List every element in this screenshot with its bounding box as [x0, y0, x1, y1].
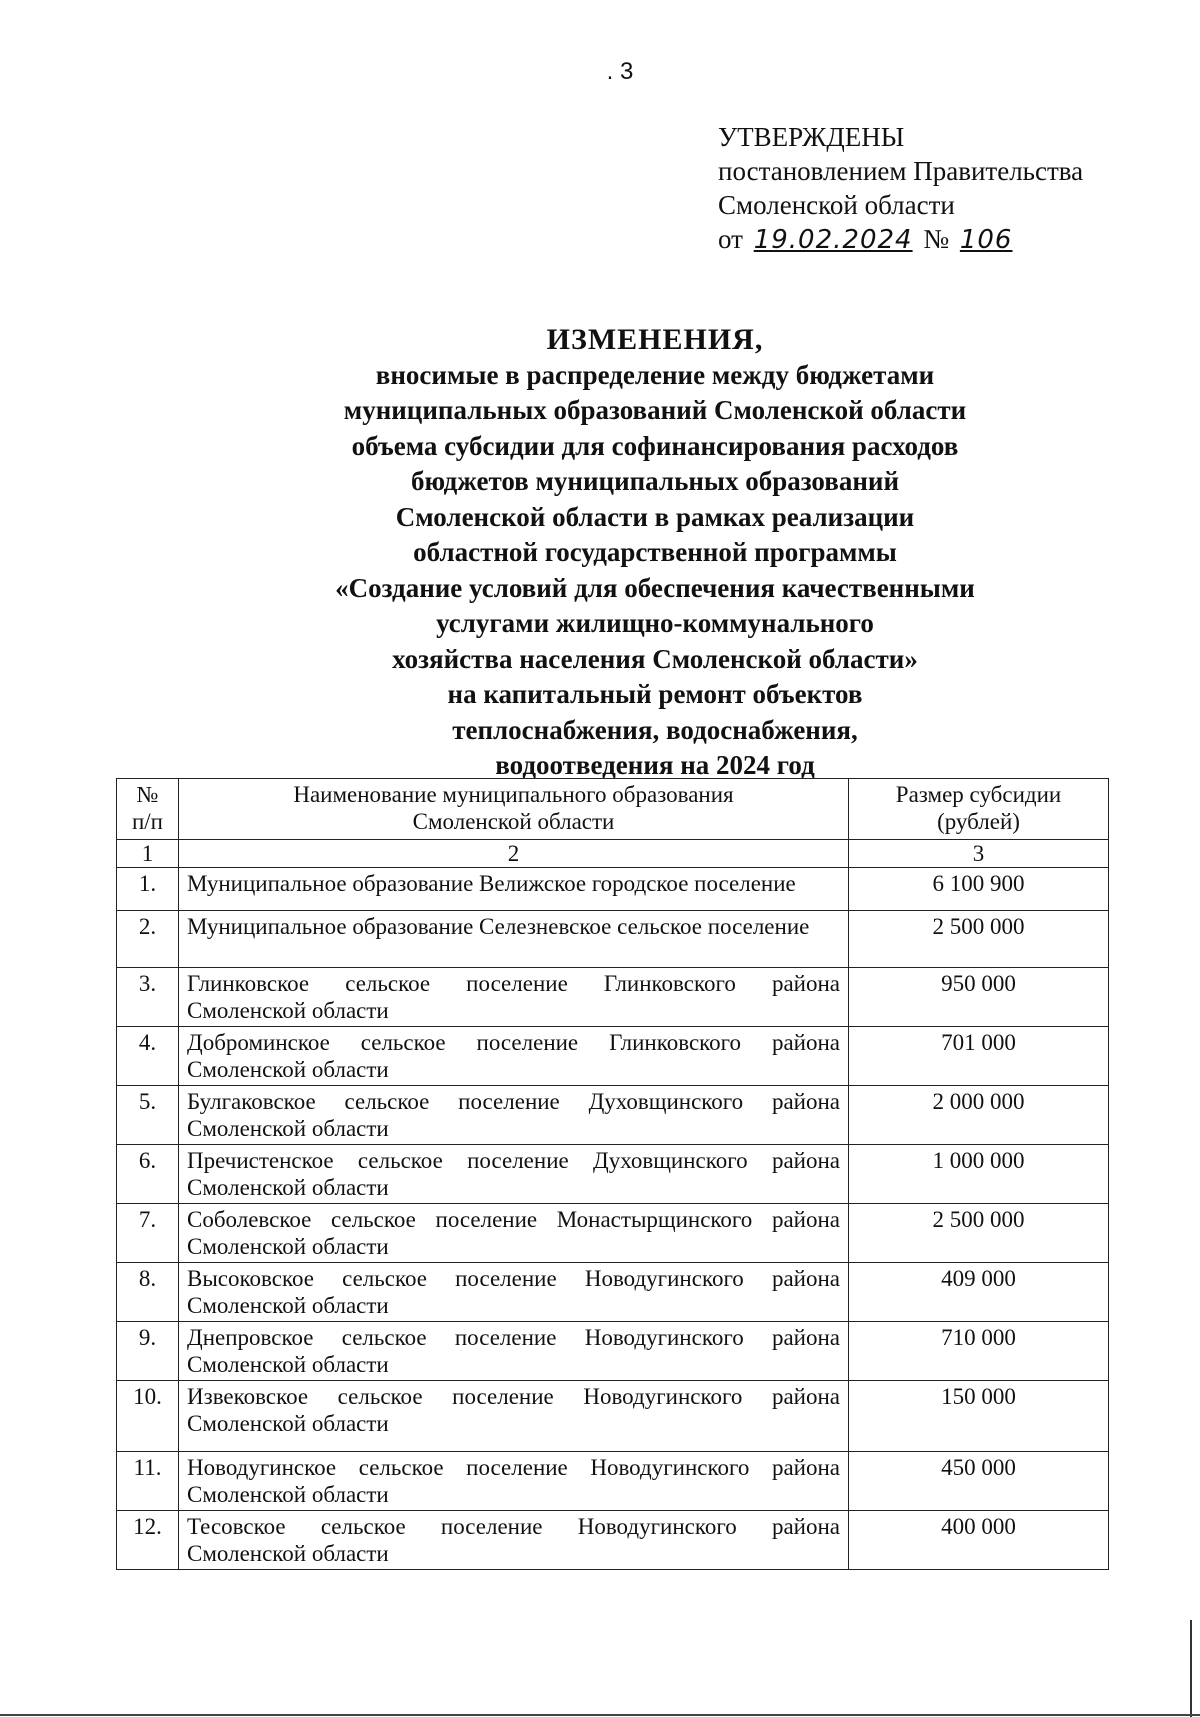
index-cell: 2: [179, 840, 849, 868]
table-row: [117, 1204, 1109, 1263]
row-number: 1.: [117, 868, 179, 911]
row-name: Тесовское сельское поселение Новодугинского района Смоленской области: [179, 1511, 849, 1570]
row-amount: 710 000: [849, 1322, 1109, 1381]
row-name: Булгаковское сельское поселение Духовщинского района Смоленской области: [179, 1086, 849, 1145]
approval-line-1: постановлением Правительства: [718, 156, 1084, 186]
subsidy-table: [116, 778, 1109, 1570]
title-line: муниципальных образований Смоленской области: [343, 395, 967, 425]
table-row: [117, 911, 1109, 968]
row-number: 7.: [117, 1204, 179, 1263]
header-name-line-1: Наименование муниципального образования: [293, 782, 734, 807]
row-amount: 2 000 000: [849, 1086, 1109, 1145]
header-amount: [849, 779, 1109, 840]
row-amount: 150 000: [849, 1381, 1109, 1452]
table-row: [117, 1086, 1109, 1145]
scan-bottom-line: [0, 1714, 1200, 1716]
row-name: Извековское сельское поселение Новодугинского района Смоленской области: [179, 1381, 849, 1452]
row-name: Доброминское сельское поселение Глинковского района Смоленской области: [179, 1027, 849, 1086]
row-amount: 2 500 000: [849, 911, 1109, 968]
handwritten-number: 106: [959, 225, 1013, 255]
title-line: водоотведения на 2024 год: [495, 750, 815, 780]
table-row: [117, 1263, 1109, 1322]
title-line: теплоснабжения, водоснабжения,: [452, 714, 858, 745]
index-cell: 1: [117, 840, 179, 868]
table-row: [117, 968, 1109, 1027]
date-prefix: от: [718, 224, 743, 254]
title-line: «Создание условий для обеспечения качественными: [335, 572, 975, 603]
title-line: на капитальный ремонт объектов: [447, 679, 863, 709]
row-number: 8.: [117, 1263, 179, 1322]
header-number-line-2: п/п: [131, 809, 163, 834]
row-number: 5.: [117, 1086, 179, 1145]
table-row: [117, 1027, 1109, 1086]
row-number: 9.: [117, 1322, 179, 1381]
row-number: 4.: [117, 1027, 179, 1086]
title-main: ИЗМЕНЕНИЯ,: [546, 323, 764, 356]
row-number: 6.: [117, 1145, 179, 1204]
approval-date-line: [718, 222, 1083, 257]
title-line: услугами жилищно-коммунального: [436, 608, 874, 638]
table-row: [117, 1145, 1109, 1204]
document-title: [200, 322, 1110, 784]
row-name: Высоковское сельское поселение Новодугинского района Смоленской области: [179, 1263, 849, 1322]
table-row: [117, 1511, 1109, 1570]
header-number: [117, 779, 179, 840]
row-amount: 409 000: [849, 1263, 1109, 1322]
row-amount: 1 000 000: [849, 1145, 1109, 1204]
title-line: хозяйства населения Смоленской области»: [392, 643, 918, 674]
approval-block: [718, 120, 1083, 257]
title-line: областной государственной программы: [413, 537, 897, 567]
page-number: . 3: [606, 58, 634, 85]
table-row: [117, 1322, 1109, 1381]
header-name: [179, 779, 849, 840]
header-number-line-1: №: [136, 782, 159, 807]
row-name: Новодугинское сельское поселение Новодугинского района Смоленской области: [179, 1452, 849, 1511]
row-number: 11.: [117, 1452, 179, 1511]
row-name: Соболевское сельское поселение Монастырщинского района Смоленской области: [179, 1204, 849, 1263]
header-amount-line-2: (рублей): [937, 809, 1020, 834]
title-line: вносимые в распределение между бюджетами: [375, 359, 935, 390]
row-number: 10.: [117, 1381, 179, 1452]
title-line: бюджетов муниципальных образований: [410, 466, 900, 496]
index-cell: 3: [849, 840, 1109, 868]
table-header-row: [117, 779, 1109, 840]
row-amount: 950 000: [849, 968, 1109, 1027]
row-number: 2.: [117, 911, 179, 968]
row-amount: 2 500 000: [849, 1204, 1109, 1263]
row-number: 3.: [117, 968, 179, 1027]
row-amount: 701 000: [849, 1027, 1109, 1086]
table-row: [117, 868, 1109, 911]
row-name: Пречистенское сельское поселение Духовщинского района Смоленской области: [179, 1145, 849, 1204]
title-line: Смоленской области в рамках реализации: [395, 501, 915, 532]
row-amount: 6 100 900: [849, 868, 1109, 911]
row-number: 12.: [117, 1511, 179, 1570]
row-name: Муниципальное образование Селезневское сельское поселение: [179, 911, 849, 968]
handwritten-date: 19.02.2024: [753, 225, 913, 255]
approval-line-2: Смоленской области: [718, 190, 955, 220]
approval-stamp: УТВЕРЖДЕНЫ: [718, 122, 905, 152]
table-row: [117, 1381, 1109, 1452]
number-sign: №: [923, 224, 950, 254]
row-amount: 400 000: [849, 1511, 1109, 1570]
row-amount: 450 000: [849, 1452, 1109, 1511]
scan-edge-line: [1190, 1620, 1192, 1717]
table-index-row: [117, 840, 1109, 868]
header-name-line-2: Смоленской области: [412, 809, 615, 834]
row-name: Днепровское сельское поселение Новодугинского района Смоленской области: [179, 1322, 849, 1381]
title-line: объема субсидии для софинансирования расходов: [351, 430, 959, 461]
row-name: Муниципальное образование Велижское городское поселение: [179, 868, 849, 911]
row-name: Глинковское сельское поселение Глинковского района Смоленской области: [179, 968, 849, 1027]
table-row: [117, 1452, 1109, 1511]
header-amount-line-1: Размер субсидии: [895, 782, 1062, 807]
